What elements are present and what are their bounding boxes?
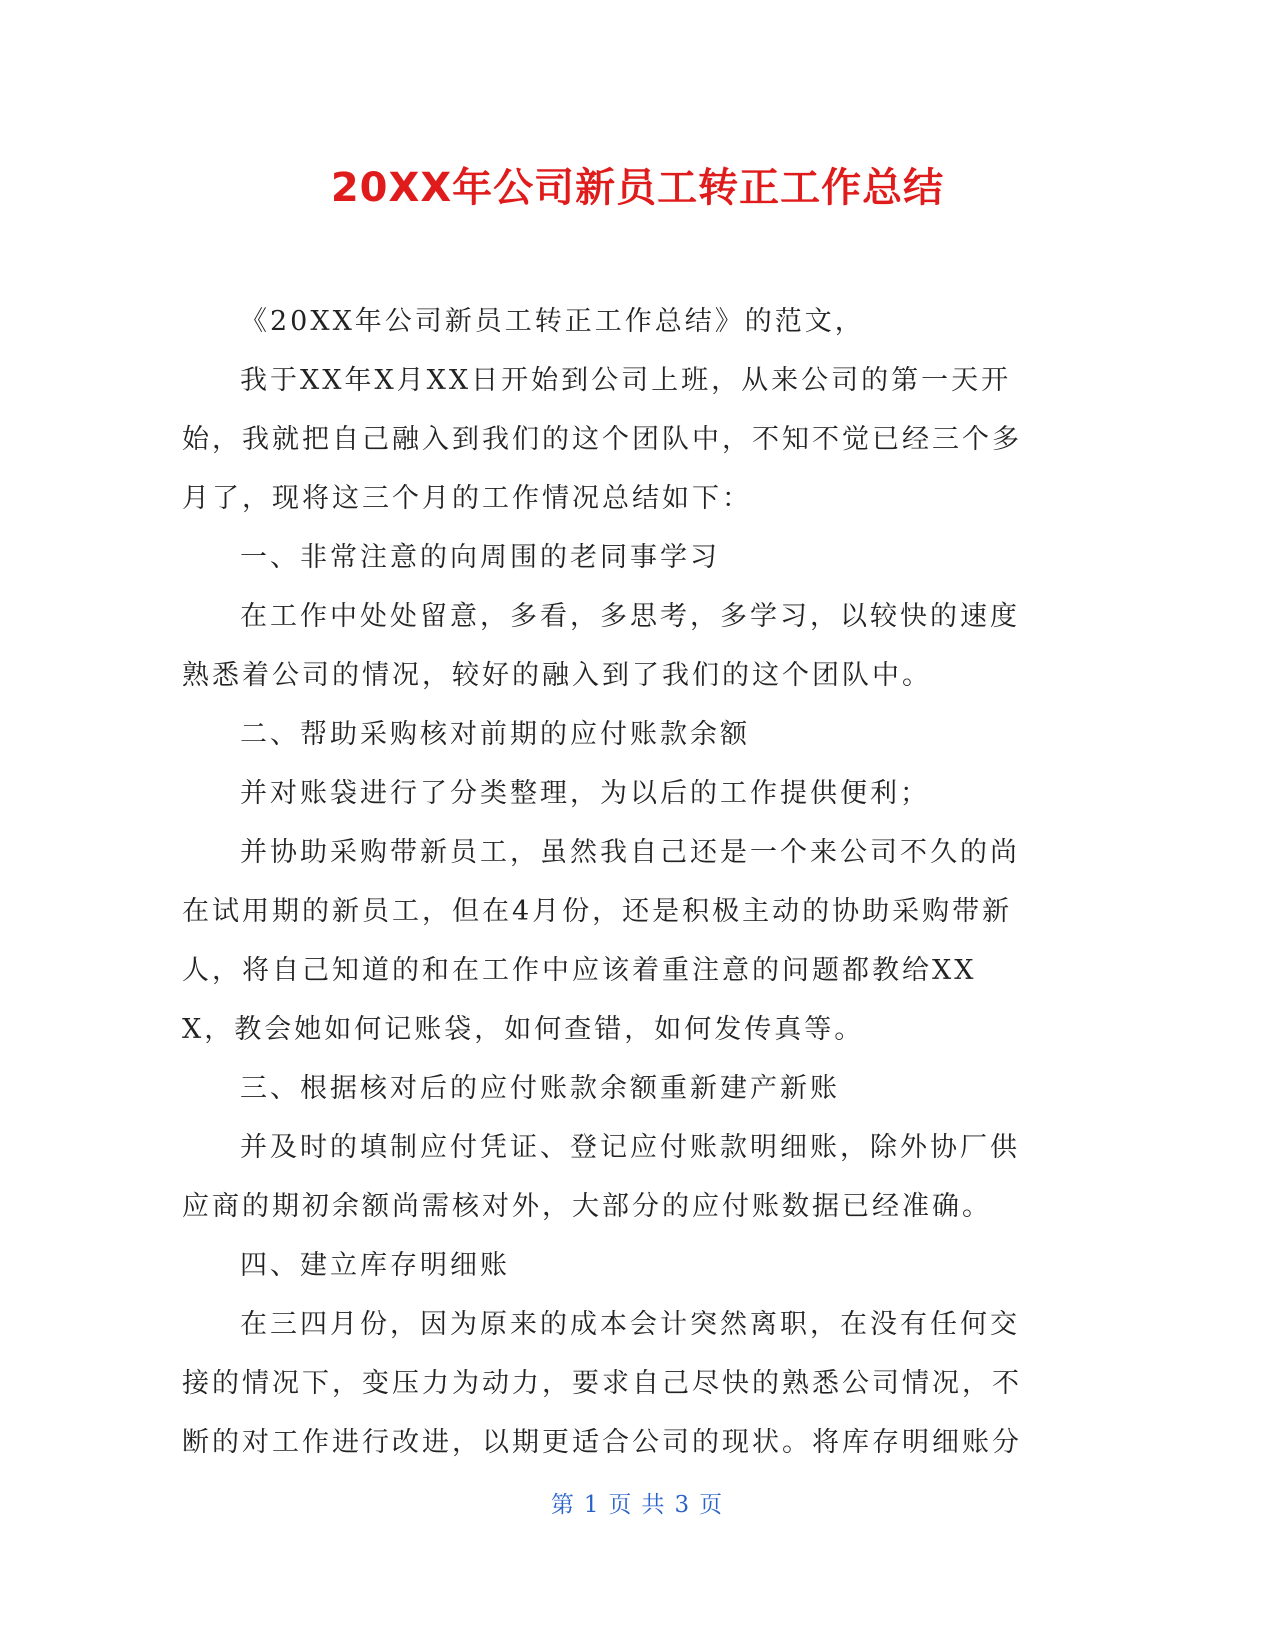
paragraph: 并协助采购带新员工，虽然我自己还是一个来公司不久的尚在试用期的新员工，但在4月份，还是积极主动的协助采购带新人，将自己知道的和在工作中应该着重注意的问题都教给XXX，教会她如何记账袋，如何查错，如何发传真等。 <box>182 837 1020 1045</box>
document-title: 20XX年公司新员工转正工作总结 <box>330 165 945 211</box>
total-page-number: 3 <box>674 1492 692 1518</box>
section-heading: 二、帮助采购核对前期的应付账款余额 <box>240 719 750 750</box>
document-body <box>182 292 1027 1472</box>
page-number-footer <box>0 1486 1275 1519</box>
paragraph: 《20XX年公司新员工转正工作总结》的范文， <box>240 306 865 337</box>
paragraph: 并及时的填制应付凭证、登记应付账款明细账，除外协厂供应商的期初余额尚需核对外，大部分的应付账数据已经准确。 <box>182 1132 1020 1222</box>
current-page-number: 1 <box>583 1492 601 1518</box>
footer-page-word: 页 <box>608 1492 634 1518</box>
footer-prefix: 第 <box>550 1492 576 1518</box>
section-heading: 一、非常注意的向周围的老同事学习 <box>240 542 720 573</box>
section-heading: 三、根据核对后的应付账款余额重新建产新账 <box>240 1073 840 1104</box>
paragraph: 并对账袋进行了分类整理，为以后的工作提供便利； <box>240 778 930 809</box>
footer-suffix: 页 <box>699 1492 725 1518</box>
paragraph: 在工作中处处留意，多看，多思考，多学习，以较快的速度熟悉着公司的情况，较好的融入到了我们的这个团队中。 <box>182 601 1020 691</box>
section-heading: 四、建立库存明细账 <box>240 1250 510 1281</box>
footer-total-word: 共 <box>641 1492 667 1518</box>
paragraph: 我于XX年X月XX日开始到公司上班，从来公司的第一天开始，我就把自己融入到我们的这个团队中，不知不觉已经三个多月了，现将这三个月的工作情况总结如下： <box>182 365 1022 514</box>
paragraph: 在三四月份，因为原来的成本会计突然离职，在没有任何交接的情况下，变压力为动力，要求自己尽快的熟悉公司情况，不断的对工作进行改进，以期更适合公司的现状。将库存明细账分 <box>182 1309 1022 1458</box>
